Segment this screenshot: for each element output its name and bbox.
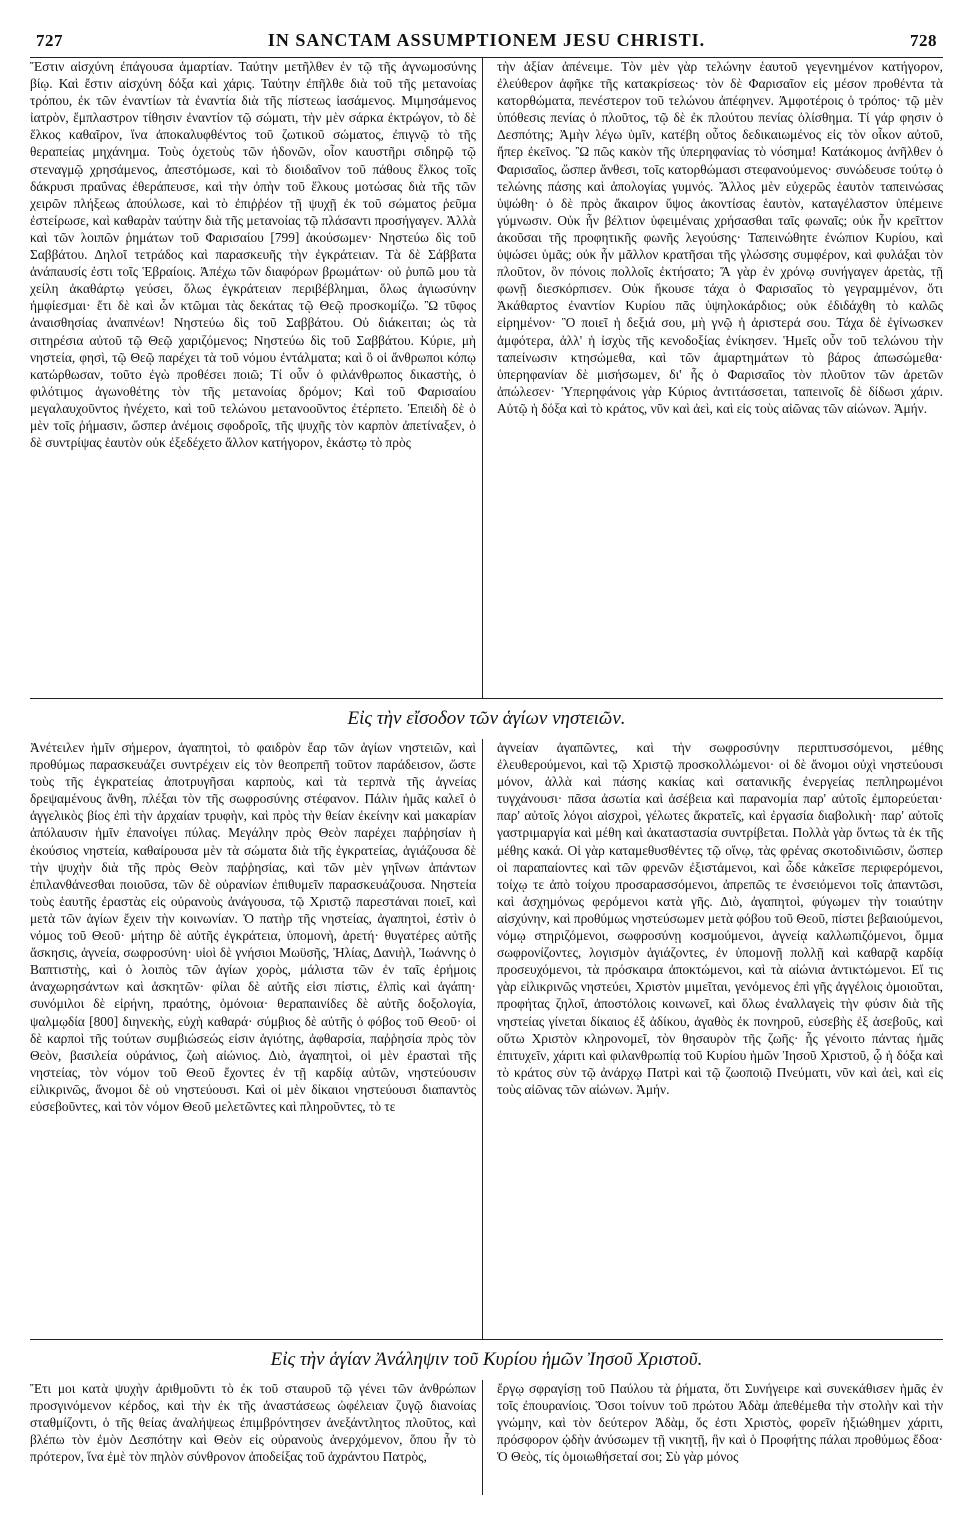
section-2-columns <box>30 739 943 1339</box>
page <box>30 30 943 1495</box>
section-2-left-text: Ἀνέτειλεν ἡμῖν σήμερον, ἀγαπητοὶ, τὸ φαιδρὸν ἔαρ τῶν ἁγίων νηστειῶν, καὶ προθύμως παρασκευάζει συντρέχειν εἰς τὸν θεοπρεπῆ τοῦτον παράδεισον, ὥστε τοὺς τῆς ἐγκρατείας ἀποτρυγῆσαι καρποὺς, καὶ τὰ τερπνὰ τῆς ἁγνείας δρεψαμένους ἄνθη, πλέξαι τὸν τῆς σωφροσύνης στέφανον. Πάλιν ἡμᾶς καλεῖ ὁ ἀγγελικὸς βίος ἐπὶ τὴν ἀρχαίαν τρυφὴν, καὶ πρὸς τὴν θείαν ἐκείνην καὶ μακαρίαν ἀπόλαυσιν ἡμῖν ἐπανοίγει πύλας. Μεγάλην πρὸς Θεὸν παρέχει παῤῥησίαν ἡ ἐκούσιος νηστεία, καθαίρουσα μὲν τὰ σώματα διὰ τῆς ἐγκρατείας, ἁγιάζουσα δὲ τὴν ψυχὴν διὰ τῆς πρὸς Θεὸν παῤῥησίας, καὶ τῶν μὲν γηΐνων ἁπάντων ἐπιλανθάνεσθαι ποιοῦσα, τῶν δὲ οὐρανίων ἐπιθυμεῖν παρασκευάζουσα. Νηστεία τοὺς ἑαυτῆς ἐραστὰς εἰς οὐρανοὺς ἀνάγουσα, τῷ Χριστῷ παρεστάναι ποιεῖ, καὶ μετὰ τῶν ἁγίων ἔχειν τὴν κοινωνίαν. Ὁ πατὴρ τῆς νηστείας, ἀγαπητοὶ, ἐστὶν ὁ νόμος τοῦ Θεοῦ· μήτηρ δὲ αὐτῆς ἐγκράτεια, ὑπομονὴ, ἀρετή· θυγατέρες αὐτῆς ἄσκησις, ἁγνεία, σωφροσύνη· υἱοὶ δὲ γνήσιοι Μωϋσῆς, Ἠλίας, Δανιὴλ, Ἰωάννης ὁ Βαπτιστὴς, καὶ ὁ λοιπὸς τῶν ἁγίων χορὸς, μάλιστα τῶν ἐν ταῖς ἐρήμοις ἀναχωρησάντων καὶ ἀσκητῶν· φίλαι δὲ αὐτῆς εἰσι πίστις, ἐλπὶς καὶ ἀγάπη· συνόμιλοι δὲ εἰρήνη, πραότης, ὁμόνοια· θεραπαινίδες δὲ αὐτῆς δοξολογία, ψαλμῳδία [800] διηνεκὴς, εὐχὴ καθαρά· σύμβιος δὲ αὐτῆς ὁ φόβος τοῦ Θεοῦ· οἱ δὲ καρποὶ τῆς τούτων συμβιώσεώς εἰσιν ἁγιότης, ἀφθαρσία, παῤῥησία πρὸς τὸν Θεὸν, βασιλεία οὐράνιος, ζωὴ αἰώνιος. Διὸ, ἀγαπητοὶ, οἱ μὲν ἐρασταὶ τῆς νηστείας, τὸν νόμον τοῦ Θεοῦ ἔχοντες ἐν τῇ καρδίᾳ αὐτῶν, νηστεύουσιν εἰλικρινῶς, ἄνομοι δὲ οὐ νηστεύουσι. Καὶ οἱ μὲν δίκαιοι νηστεύουσι διαπαντὸς εὐσεβοῦντες, καὶ τὸν νόμον Θεοῦ μελετῶντες καὶ πληροῦντες, τὸ τε <box>30 740 476 1114</box>
section-1-right-column <box>497 58 943 698</box>
section-2-right-column <box>497 739 943 1339</box>
section-3-right-text: ἔργῳ σφραγίσῃ τοῦ Παύλου τὰ ῥήματα, ὅτι Συνήγειρε καὶ συνεκάθισεν ἡμᾶς ἐν τοῖς ἐπουρανίοις. Ὅσοι τοίνυν τοῦ πρώτου Ἀδὰμ ἀπεθέμεθα τὴν στολὴν καὶ τὴν γνώμην, καὶ τὸν δεύτερον Ἀδὰμ, ὅς ἐστι Χριστὸς, φορεῖν ἠξιώθημεν χάριτι, πρόσφορον ᾠδὴν ἀνύσωμεν τῇ νικητῇ, ἣν καὶ ὁ Προφήτης πάλαι προθύμως ἔδοα· Ὁ Θεὸς, τίς ὁμοιωθήσεταί σοι; Σὺ γὰρ μόνος <box>497 1381 943 1465</box>
section-3-columns <box>30 1380 943 1495</box>
section-2-right-text: ἁγνείαν ἀγαπῶντες, καὶ τὴν σωφροσύνην περιπτυσσόμενοι, μέθης ἐλευθερούμενοι, καὶ τῷ Χριστῷ προσκολλώμενοι· οἱ δὲ ἄνομοι οὐχὶ νηστεύουσι μόνον, ἀλλὰ καὶ πάσης κακίας καὶ σατανικῆς ἐνεργείας πεπληρωμένοι τυγχάνουσι· πᾶσα ἀσωτία καὶ ἀσέβεια καὶ παρανομία παρ' αὐτοῖς ἐμπορεύεται· παρ' αὐτοῖς λόγοι αἰσχροὶ, γέλωτες ἄκρατεῖς, καὶ ἐργασία διαβολικὴ· παρ' αὐτοῖς γαστριμαργία καὶ μέθη καὶ ἀκαταστασία συντρίβεται. Πολλὰ γὰρ ὄντως τὰ ἐκ τῆς μέθης κακά. Οἱ γὰρ καταμεθυσθέντες τῷ οἴνῳ, τὰς φρένας σκοτοδινιῶσιν, ὥσπερ οἱ παραπαίοντες καὶ τῶν φρενῶν ἐξιστάμενοι, καὶ ὧδε κἀκεῖσε περιφερόμενοι, τοίχῳ τε ἀπὸ τοίχου προσαρασσόμενοι, ἀπρεπῶς τε ἐνσειόμενοι τοῖς ἀπαντῶσι, καὶ ἀσχημόνως φερόμενοι κατὰ γῆς. Διὸ, ἀγαπητοὶ, φύγωμεν τὴν τοιαύτην αἰσχύνην, καὶ προθύμως νηστεύσωμεν μετὰ φόβου τοῦ Θεοῦ, πίστει βεβαιούμενοι, νόμῳ στηριζόμενοι, σωφροσύνῃ κοσμούμενοι, ἁγνείᾳ καλλωπιζόμενοι, ὄμμα σωφρονίζοντες, λογισμὸν ἁγιάζοντες, ἐν ὑπομονῇ πολλῇ καὶ καθαρᾷ καρδίᾳ προσευχόμενοι, τὰ πρόσκαιρα ἀποκτώμενοι, καὶ τὰ αἰώνια ἀντικτώμενοι. Εἴ τις γὰρ εἰλικρινῶς νηστεύει, Χριστὸν μιμεῖται, γενόμενος ἐπὶ γῆς ἀγγέλοις ὁμοιοῦται, προφήτας ζηλοῖ, ἀποστόλοις κοινωνεῖ, καὶ ὅλως ἐναλλαγεὶς τὴν φύσιν διὰ τῆς νηστείας γίνεται δίκαιος ἐξ ἀδίκου, ἀγαθὸς ἐκ πονηροῦ, εὐσεβὴς ἐξ ἀσεβοῦς, καὶ οὕτω Χριστὸν κληρονομεῖ, τὸν θησαυρὸν τῆς ζωῆς· ἧς γένοιτο πάντας ἡμᾶς ἐπιτυχεῖν, χάριτι καὶ φιλανθρωπίᾳ τοῦ Κυρίου ἡμῶν Ἰησοῦ Χριστοῦ, ᾧ ἡ δόξα καὶ τὸ κράτος σὺν τῷ ἀνάρχῳ Πατρὶ καὶ τῷ ζωοποιῷ Πνεύματι, νῦν καὶ ἀεὶ, καὶ εἰς τοὺς αἰῶνας τῶν αἰώνων. Ἀμήν. <box>497 740 943 1097</box>
running-title: IN SANCTAM ASSUMPTIONEM JESU CHRISTI. <box>267 30 706 50</box>
section-2-rule <box>30 698 943 699</box>
page-number-right: 728 <box>909 31 937 50</box>
section-1-left-column <box>30 58 483 698</box>
section-1-columns <box>30 58 943 698</box>
section-3-heading: Εἰς τὴν ἁγίαν Ἀνάληψιν τοῦ Κυρίου ἡμῶν Ἰησοῦ Χριστοῦ. <box>270 1349 703 1370</box>
section-1-left-text: Ἔστιν αἰσχύνη ἐπάγουσα ἁμαρτίαν. Ταύτην μετῆλθεν ἐν τῷ τῆς ἀγνωμοσύνης βίῳ. Καὶ ἔστιν αἰσχύνη δόξα καὶ χάρις. Ταύτην ἐπῆλθε διὰ τοῦ τῆς μετανοίας τρόπου, ἐκ τῶν ἐναντίων τὰ ἐναντία διὰ τῆς πίστεως ἰασάμενος. Μιμησάμενος ἰατρὸν, ἔμπλαστρον τίθησιν ἐναντίον τῷ σώματι, τὴν μὲν σάρκα ἐκτρώγον, τὸ δὲ ἕλκος καθαῖρον, ἵνα ἀποκαλυφθέντος τοῦ ζωτικοῦ σώματος, ἐπιγνῷ τὸ τῆς θεραπείας μηχάνημα. Τοὺς ὀχετοὺς τῶν ἡδονῶν, οἷον καυστῆρι σιδηρῷ τῷ στεναγμῷ χρησάμενος, ἀπεστόμωσε, καὶ τὸ διοιδαῖνον τοῦ πάθους ἕλκος τοῖς δάκρυσι πραΰνας ἐθεράπευσε, καὶ τὴν ὀπὴν τοῦ ἕλκους μοτώσας διὰ τῆς τῶν χειρῶν πλήξεως ἀπούλωσε, καὶ τὸ ἐπιῤῥέον τῇ ψυχῇ ἐκ τοῦ σώματος ῥεῦμα ἐστείρωσε, καὶ καθαρὰν ταύτην διὰ τῆς μετανοίας τῷ πλάσαντι προσήγαγεν. Ἀλλὰ καὶ τῶν λοιπῶν ῥημάτων τοῦ Φαρισαίου [799] ἀκούσωμεν· Νηστεύω δὶς τοῦ Σαββάτου. Δηλοῖ τετράδος καὶ παρασκευῆς τὴν ἐγκράτειαν. Τὰ δὲ Σάββατα ἀνάπαυσίς ἐστι τοῖς Ἑβραίοις. Ἀπέχω τῶν διαφόρων βρωμάτων· οὐ ῥυπῶ μου τὰ χείλη ἀκαθάρτῳ γεύσει, ὅλως ἐγκράτειαν περιβέβλημαι, ὅλως ἁγιωσύνην ἠμφίεσμαι· ἔτι δὲ καὶ ὧν κτῶμαι τὰς δεκάτας τῷ Θεῷ προσκομίζω. Ὢ τῦφος ἀναισθησίας ἀναπνέων! Νηστεύω δὶς τοῦ Σαββάτου. Οὐ διάκειται; ὡς τὰ σιτηρέσια αὐτοῦ τῷ Θεῷ χαριζόμενος; Νηστεύω δὶς τοῦ Σαββάτου. Κύριε, μὴ νηστεία, φησὶ, τῷ Θεῷ παρέχει τὰ τοῦ νόμου ἐντάλματα; καὶ ὃ οἱ ἄνθρωποι κόπῳ κατώρθωσαν, τοῦτο ἐγὼ προθέσει ποιῶ; Τί οὖν ὁ φιλάνθρωπος δικαστὴς, ὁ φιλότιμος ἀγωνοθέτης τὸν τῆς μετανοίας δρόμον; Καὶ τοῦ Φαρισαίου μεγαλαυχοῦντος ἠνέχετο, καὶ τοῦ τελώνου μετανοοῦντος ἐτέρπετο. Ἐπειδὴ δὲ ὁ μὲν τοῖς ῥήμασιν, ὥσπερ ἀνέμοις σφοδροῖς, τῆς ψυχῆς τὸν καρπὸν ἀπετίναξεν, ὁ δὲ συντρίψας ἑαυτὸν οὐκ ἐξεδέχετο ἄλλον κατήγορον, ἑκάστῳ τὸ πρὸς <box>30 59 476 451</box>
running-head <box>30 30 943 51</box>
page-number-left: 727 <box>36 31 63 50</box>
section-2-left-column <box>30 739 483 1339</box>
section-3-left-column <box>30 1380 483 1495</box>
section-3-left-text: Ἔτι μοι κατὰ ψυχὴν ἀριθμοῦντι τὸ ἐκ τοῦ σταυροῦ τῷ γένει τῶν ἀνθρώπων προσγινόμενον κέρδος, καὶ τὴν ἐκ τῆς ἀναστάσεως ὠφέλειαν ζυγῷ διανοίας σταθμίζοντι, ὁ τῆς θείας ἀναλήψεως ἐπιμβρόντησεν ἀνεξάντλητος πλοῦτος, καὶ βλέπω τὸν ἐμὸν Δεσπότην καὶ Θεὸν εἰς οὐρανοὺς ἀνερχόμενον, ὅπου ἦν τὸ πρότερον, ἵνα ἐμὲ τὸν πηλὸν σύνθρονον ἀποδείξας τοῦ ἀχράντου Πατρὸς, <box>30 1381 476 1465</box>
section-3-right-column <box>497 1380 943 1495</box>
section-1-right-text: τὴν ἀξίαν ἀπένειμε. Τὸν μὲν γὰρ τελώνην ἑαυτοῦ γεγενημένον κατήγορον, ἐλεύθερον ἀφῆκε τῆς κατακρίσεως· τὸν δὲ Φαρισαῖον εἰς μέσον προθέντα τὰ κατορθώματα, πενέστερον τοῦ τελώνου ἀπέφηνεν. Ἀμφοτέροις ὁ τρόπος· τῷ μὲν ὑπόθεσις πενίας ὁ πλοῦτος, τῷ δὲ ἐκ πλούτου πενίας ὀλίσθημα. Τί γάρ φησιν ὁ Δεσπότης; Ἀμὴν λέγω ὑμῖν, κατέβη οὗτος δεδικαιωμένος εἰς τὸν οἶκον αὐτοῦ, ἤπερ ἐκεῖνος. Ὢ πῶς κακὸν τῆς ὑπερηφανίας τὸ νόσημα! Κατάκομος ἀνῆλθεν ὁ Φαρισαῖος, ὥσπερ ἄνθεσι, τοῖς κατορθώμασι στεφανούμενος· συνώδευσε τούτῳ ὁ τελώνης πάσης καὶ ἀπολογίας γυμνός. Ἄλλος μὲν εὐχερῶς ἑαυτὸν ταπεινώσας ὑψώθη· ὁ δὲ πρὸς ἄκαιρον ὕψος ἀκοντίσας ἑαυτὸν, καταγέλαστον ὑπέμεινε γύμνωσιν. Οὐκ ἦν βέλτιον ὑφειμέναις χρήσασθαι ταῖς φωναῖς; οὐκ ἦν κρεῖττον ἀκοῦσαι τῆς προφητικῆς φωνῆς λεγούσης· Ταπεινώθητε ἐνώπιον Κυρίου, καὶ ὑψώσει ὑμᾶς; οὐκ ἦν μᾶλλον κρατῆσαι τῆς γλώσσης συμφέρον, καὶ φυλάξαι τὸν πλοῦτον, ὃν πόνοις πολλοῖς ἐκτήσατο; Ἅ γὰρ ἐν χρόνῳ συνήγαγεν ἀρετὰς, τῇ φωνῇ διεσκόρπισεν. Οὐκ ἤκουσε τάχα ὁ Φαρισαῖος τὸ γεγραμμένον, ὅτι Ἀκάθαρτος ἐναντίον Κυρίου πᾶς ὑψηλοκάρδιος; οὐκ ἐδιδάχθη τὸ καλῶς εἰρημένον· Ὃ ποιεῖ ἡ δεξιά σου, μὴ γνῷ ἡ ἀριστερά σου. Τάχα δὲ ἐγίνωσκεν ἀμφότερα, ἀλλ' ἡ ἰσχὺς τῆς κενοδοξίας ἐνίκησεν. Ἡμεῖς οὖν τοῦ τελώνου τὴν ταπείνωσιν κτησώμεθα, καὶ τῶν ἁμαρτημάτων τὸ βάρος ἀπωσώμεθα· ὑπερηφανίαν δὲ μισήσωμεν, δι' ἧς ὁ Φαρισαῖος τὸν πλοῦτον τῶν ἀρετῶν ἀπώλεσεν· Ὑπερηφάνοις γὰρ Κύριος ἀντιτάσσεται, ταπεινοῖς δὲ δίδωσι χάριν. Αὐτῷ ἡ δόξα καὶ τὸ κράτος, νῦν καὶ ἀεὶ, καὶ εἰς τοὺς αἰῶνας τῶν αἰώνων. Ἀμήν. <box>497 59 943 416</box>
section-3-rule <box>30 1339 943 1340</box>
section-2-heading: Εἰς τὴν εἴσοδον τῶν ἁγίων νηστειῶν. <box>347 708 626 729</box>
